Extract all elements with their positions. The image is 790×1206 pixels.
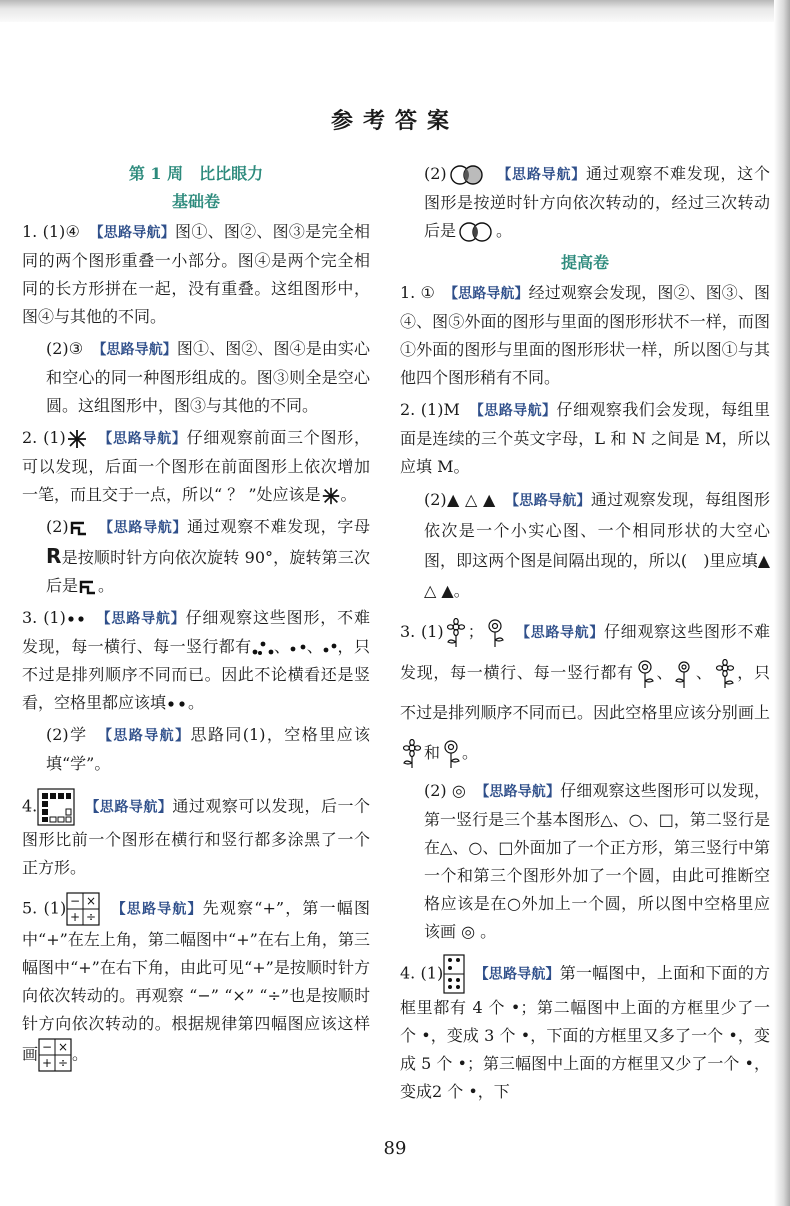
page-number: 89 [383,1138,407,1159]
flower-daisy-icon [673,659,695,689]
answer-text: 通过观察可以发现，后一个图形比前一个图形在横行和竖行都多涂黑了一个正方形。 [22,796,370,877]
hint-tag: 【思路导航】 [104,728,191,744]
grid-squares-figure [37,788,75,826]
answer-number: 2. (1) [22,428,66,447]
answer-adv-2-2 [400,485,770,606]
hint-tag: 【思路导航】 [451,286,529,302]
hint-tag: 【思路导航】 [99,342,177,358]
answer-text: 通过观察发现，每组图形依次是一个小实心图、一个相同形状的大空心图，即这两个图是间隔出现的，所以( )里应填 [424,490,770,570]
answer-number: 5. (1) [22,898,67,918]
rotated-r-answer-icon [78,578,98,596]
overlapping-circles-answer-figure [456,221,496,243]
answer-number: 4. (1) [400,963,444,983]
answer-text: 第一幅图中，上面和下面的方框里都有 4 个 •；第二幅图中上面的方框里少了一个 •，变成 3 个 •，下面的方框里又多了一个 •，变成 5 个 •；第三幅图中上面的方框里又少了一个 •，变成2 个 •，下 [400,963,771,1101]
triangle-shapes: ▲ △ ▲ [446,490,496,509]
answer-text: 是按顺时针方向依次旋转 90°，旋转第三次后是 [46,548,370,595]
page-top-edge [0,0,790,22]
svg-text:+: + [41,1056,53,1070]
answer-text: 通过观察不难发现，这个图形是按逆时针方向依次转动的，经过三次转动后是 [424,164,770,240]
overlapping-circles-figure [447,164,487,186]
flower-round-icon [634,659,656,689]
answer-5-2 [400,160,770,245]
answer-text: 和 [424,743,441,762]
hint-tag: 【思路导航】 [92,799,173,816]
dot-triangle-icon [252,640,274,656]
triangle-answer-shapes: ▲ △ ▲ [424,551,770,600]
answer-text: 通过观察不难发现，字母 [187,517,370,536]
answer-text: 。 [462,743,479,762]
answer-text: ，只不过是排列顺序不同而已。因此空格里应该分别画上 [400,663,770,722]
flower-round-answer-icon [440,739,462,769]
answer-adv-1 [400,279,770,392]
letter-r-glyph: R [46,544,62,568]
answer-text: 仔细观察这些图形可以发现，第一竖行是三个基本图形△、○、□，第二竖行是在△、○、□外面加了一个正方形，第三竖行中第一个和第三个图形外加了一个圆，由此可推断空格应该是在○外加上一个圆，所以图中空格里应该画 ◎ 。 [424,781,770,941]
answer-text: 。 [340,485,357,504]
answer-number: 4. [22,796,38,816]
asterisk-answer-icon [321,486,341,506]
svg-text:+: + [70,910,81,924]
answer-text: 图①、图②、图③是完全相同的两个图形重叠一小部分。图④是两个完全相同的长方形拼在一起，没有重叠。这组图形中，图④与其他的不同。 [22,222,370,326]
answer-3-1 [22,604,370,717]
answer-number: 3. (1) [22,608,66,627]
answer-number: 1. ① [400,283,451,302]
hint-tag: 【思路导航】 [523,625,605,641]
separator: ； [467,622,484,641]
svg-text:−: − [41,1040,53,1054]
answer-number: (2) ◎ [424,781,483,800]
answer-2-1 [22,424,370,509]
svg-text:×: × [57,1040,69,1054]
answer-5-1 [22,892,370,1072]
svg-text:÷: ÷ [57,1056,69,1070]
answer-number: 3. (1) [400,622,444,641]
week-heading: 第 1 周 比比眼力 [128,164,264,183]
answer-text: 。 [496,221,513,240]
hint-tag: 【思路导航】 [504,167,587,183]
answer-4 [22,788,370,882]
right-column [400,160,770,1110]
hint-tag: 【思路导航】 [103,611,186,627]
answer-2-2 [22,513,370,600]
dot-pair-icon [323,642,337,654]
answer-text: 、 [273,637,291,656]
section-heading-basic: 基础卷 [171,192,220,211]
hint-tag: 【思路导航】 [482,784,561,800]
two-dots-answer-icon [166,699,188,709]
dot-box-figure [443,954,465,994]
hint-tag: 【思路导航】 [481,966,560,983]
answer-number: (2)学 [46,725,105,744]
answer-text: 思路同(1)，空格里应该填“学”。 [46,725,371,773]
answer-text: 仔细观察我们会发现，每组里面是连续的三个英文字母，L 和 N 之间是 M，所以应填 M。 [400,400,771,476]
answer-text: 经过观察会发现，图②、图③、图④、图⑤外面的图形与里面的图形形状不一样，而图①外面的图形与里面的图形形状一样，所以图①与其他四个图形稍有不同。 [400,283,770,387]
hint-tag: 【思路导航】 [476,403,557,419]
flower-sun-icon [444,618,468,648]
rotated-r-icon [69,519,89,537]
answer-adv-4-1 [400,954,770,1106]
answer-text: 。 [188,693,205,712]
answer-number: 1. (1)④ [22,222,97,241]
svg-text:×: × [86,894,97,908]
operator-grid-figure [66,892,100,926]
answer-text: 、 [695,663,713,682]
answer-adv-2-1 [400,396,770,481]
flower-sun-answer-icon [400,739,424,769]
answer-number: (2)③ [46,339,100,358]
operator-grid-answer-figure [38,1038,72,1072]
answer-text: 仔细观察这些图形，不难发现，每一横行、每一竖行都有 [22,608,370,656]
asterisk-figure-icon [66,428,88,450]
svg-text:−: − [70,894,81,908]
answer-text: 。 [98,576,115,595]
hint-tag: 【思路导航】 [106,520,188,536]
answer-text: 仔细观察前面三个图形，可以发现，后面一个图形在前面图形上依次增加一笔，而且交于一点，所以“ ？ ”处应该是 [22,428,370,504]
answer-text: 。 [453,581,470,600]
left-column [22,160,370,1076]
page-right-edge [774,0,790,1206]
section-heading-advanced: 提高卷 [560,253,609,272]
answer-3-2 [22,721,370,778]
dot-pair-icon [290,643,306,653]
answer-adv-3-1 [400,612,770,773]
answer-1-1 [22,218,370,331]
hint-tag: 【思路导航】 [118,901,203,918]
answer-text: 先观察“+”，第一幅图中“+”在左上角，第二幅图中“+”在右上角，第三幅图中“+”在右下角，由此可见“+”是按顺时针方向依次转动的。再观察 “−” “×” “÷”也是按顺时针方向依次转动的。根据规律第四幅图应该这样画 [22,898,370,1064]
answer-number: (2) [424,490,447,509]
answer-number: (2) [424,164,447,183]
hint-tag: 【思路导航】 [105,431,187,447]
answer-text: 。 [72,1044,89,1064]
answer-adv-3-2 [400,777,770,946]
answer-number: (2) [46,517,69,536]
hint-tag: 【思路导航】 [96,225,176,241]
page-title: 参考答案 [330,108,459,134]
answer-text: 图①、图②、图④是由实心和空心的同一种图形组成的。图③则全是空心圆。这组图形中，图③与其他的不同。 [46,339,370,415]
hint-tag: 【思路导航】 [511,493,591,509]
answer-text: ，只不过是排列顺序不同而已。因此不论横看还是竖看，空格里都应该填 [22,637,370,712]
flower-round-icon [484,618,506,648]
svg-text:÷: ÷ [86,910,97,924]
answer-number: 2. (1)M [400,400,477,419]
flower-sun-icon [713,659,737,689]
answer-1-2 [22,335,370,420]
two-dots-icon [66,614,86,624]
answer-text: 、 [655,663,674,682]
answer-text: 仔细观察这些图形不难发现，每一横行、每一竖行都有 [400,622,770,682]
answer-text: 、 [306,637,324,656]
